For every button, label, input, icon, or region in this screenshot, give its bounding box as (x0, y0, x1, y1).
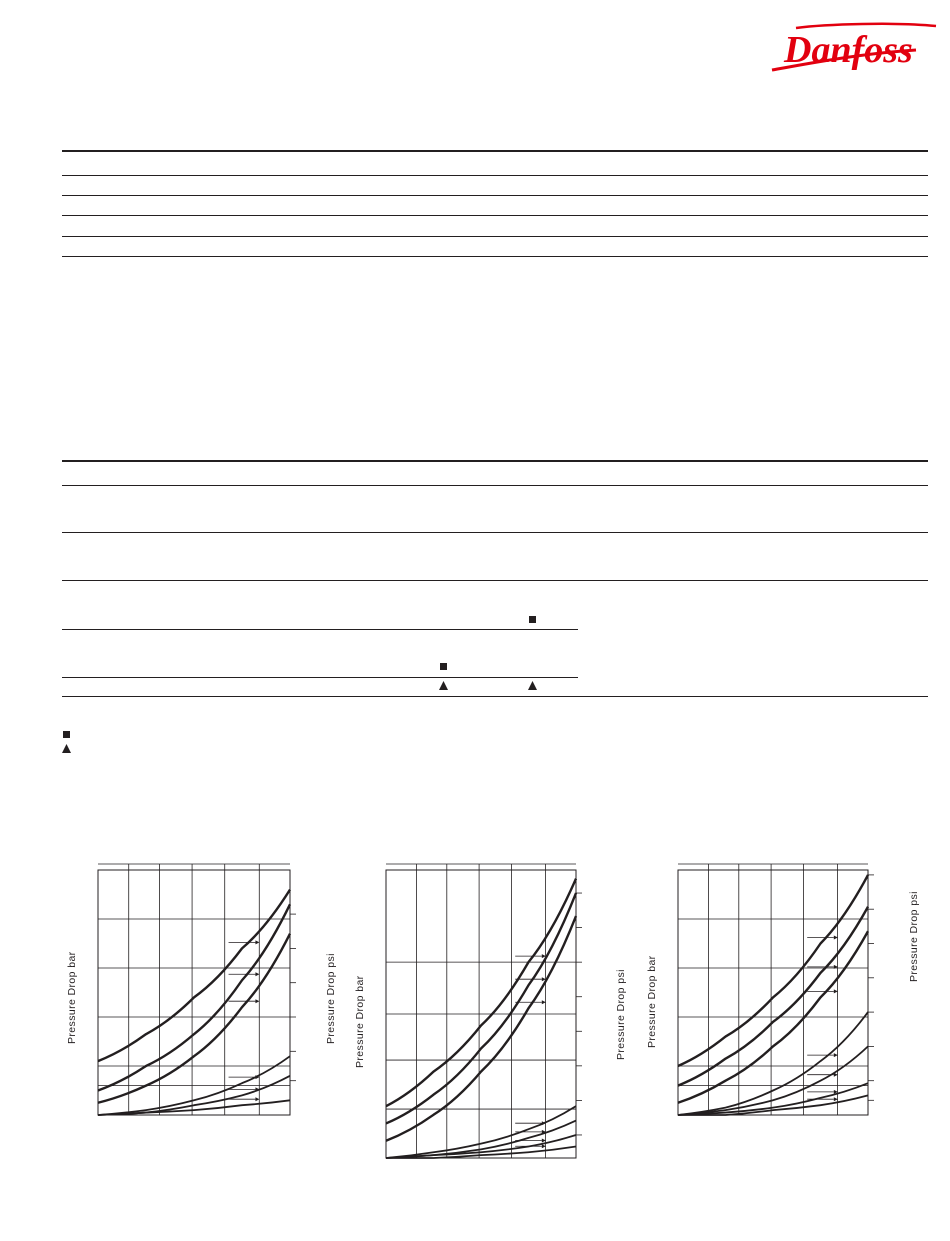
table1-row-rule (62, 195, 928, 196)
table1-row-rule (62, 175, 928, 176)
table2-partial-rule (62, 677, 578, 678)
chart1-ylabel-bar: Pressure Drop bar (66, 951, 78, 1044)
table1-top-rule (62, 150, 928, 152)
chart3-ylabel-bar: Pressure Drop bar (646, 955, 658, 1048)
table2-row-rule (62, 532, 928, 533)
table2-bottom-rule (62, 696, 928, 697)
curve-series-5 (98, 1076, 290, 1115)
table2-top-rule (62, 460, 928, 462)
leader-arrowhead (255, 940, 259, 944)
table2-row-rule (62, 485, 928, 486)
chart2-ylabel-psi: Pressure Drop psi (615, 969, 627, 1060)
chart1-ylabel-psi: Pressure Drop psi (325, 953, 337, 1044)
square-marker (527, 614, 539, 626)
logo-text: Danfoss (784, 29, 913, 71)
footnote-triangle-marker (61, 743, 73, 755)
triangle-marker (438, 680, 450, 692)
danfoss-logo (766, 20, 942, 76)
chart2-ylabel-bar: Pressure Drop bar (354, 975, 366, 1068)
curve-series-1 (678, 875, 868, 1066)
footnote-square-marker (61, 729, 73, 741)
leader-arrowhead (255, 972, 259, 976)
curve-series-5 (678, 1046, 868, 1115)
table2-partial-rule (62, 629, 578, 630)
pressure-drop-chart-left (88, 856, 318, 1126)
plot-frame (678, 870, 868, 1115)
leader-arrowhead (255, 1097, 259, 1101)
table1-row-rule (62, 236, 928, 237)
chart3-ylabel-psi: Pressure Drop psi (908, 891, 920, 982)
table1-bottom-rule (62, 256, 928, 257)
leader-arrowhead (255, 999, 259, 1003)
pressure-drop-chart-middle (378, 856, 608, 1166)
table1-row-rule (62, 215, 928, 216)
square-marker (438, 661, 450, 673)
table2-row-rule (62, 580, 928, 581)
triangle-marker (527, 680, 539, 692)
pressure-drop-chart-right (670, 856, 908, 1126)
